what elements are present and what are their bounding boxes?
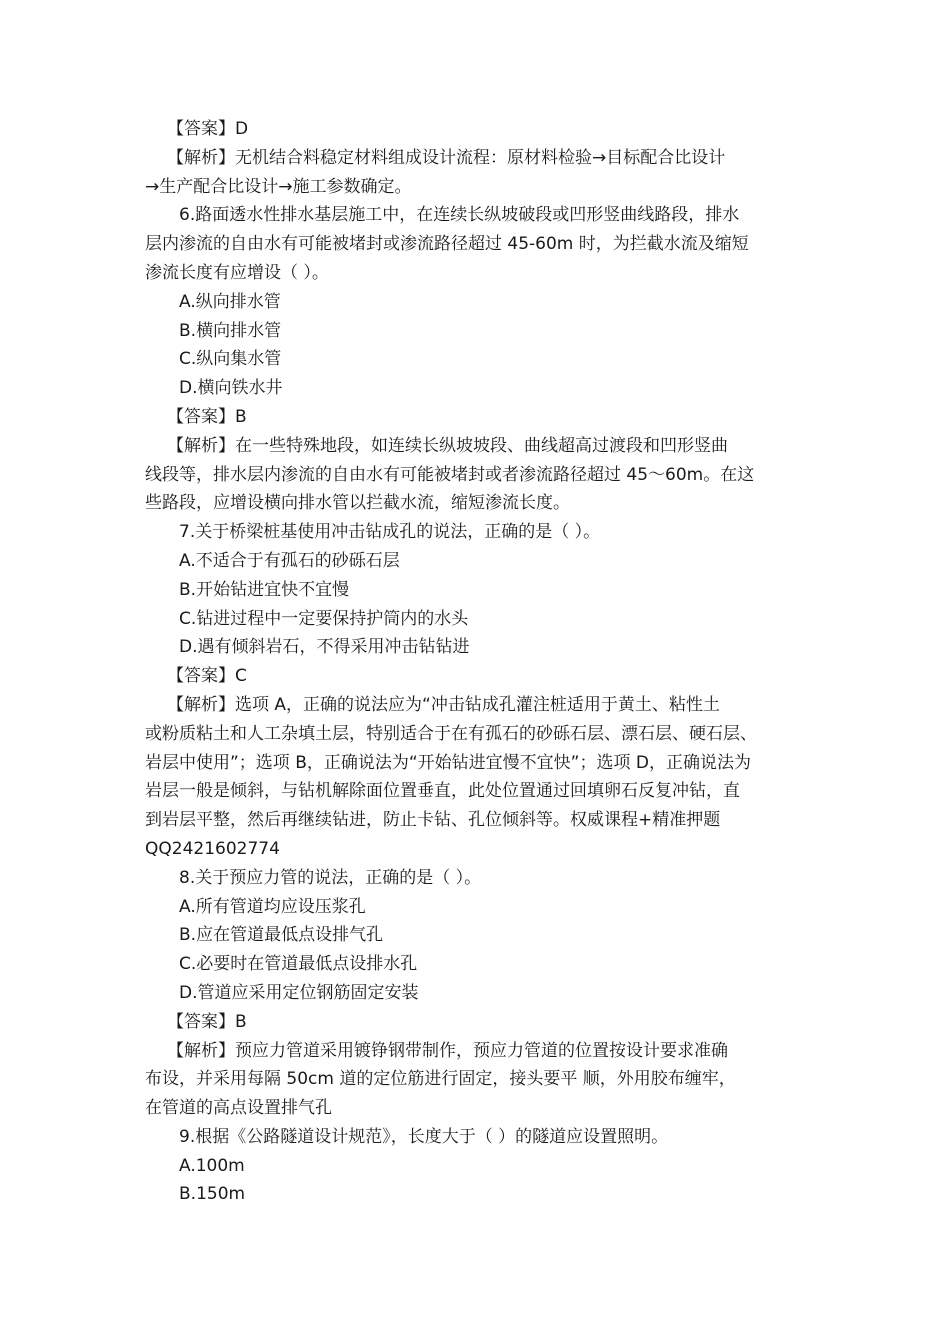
option-c: C.钻进过程中一定要保持护筒内的水头: [179, 608, 469, 629]
option-a: A.所有管道均应设压浆孔: [179, 896, 366, 917]
analysis-line: 【解析】无机结合料稳定材料组成设计流程：原材料检验→目标配合比设计: [167, 147, 726, 168]
analysis-line-cont: 岩层一般是倾斜，与钻机解除面位置垂直，此处位置通过回填卵石反复冲钻，直: [145, 781, 740, 802]
document-body: [145, 115, 810, 1209]
analysis-line-cont: 些路段，应增设横向排水管以拦截水流，缩短渗流长度。: [145, 493, 570, 514]
analysis-line-cont: 岩层中使用”；选项 B，正确说法为“开始钻进宜慢不宜快”；选项 D，正确说法为: [145, 752, 751, 773]
answer-line: 【答案】D: [167, 119, 249, 139]
question-8-stem: 8.关于预应力管的说法，正确的是（ ）。: [179, 867, 482, 888]
option-a: A.不适合于有孤石的砂砾石层: [179, 550, 400, 571]
option-d: D.遇有倾斜岩石，不得采用冲击钻钻进: [179, 637, 470, 658]
option-b: B.横向排水管: [179, 320, 282, 341]
analysis-line-cont: 或粉质粘土和人工杂填土层，特别适合于在有孤石的砂砾石层、漂石层、硬石层、: [145, 723, 757, 744]
analysis-line-cont: 在管道的高点设置排气孔: [145, 1098, 332, 1119]
analysis-line-cont: 线段等，排水层内渗流的自由水有可能被堵封或者渗流路径超过 45～60m。在这: [145, 464, 755, 485]
question-6-stem-cont: 渗流长度有应增设（ ）。: [145, 262, 329, 283]
question-7-stem: 7.关于桥梁桩基使用冲击钻成孔的说法，正确的是（ ）。: [179, 522, 601, 543]
answer-line: 【答案】B: [167, 1011, 247, 1032]
question-6-stem-cont: 层内渗流的自由水有可能被堵封或渗流路径超过 45-60m 时，为拦截水流及缩短: [145, 234, 749, 255]
option-c: C.纵向集水管: [179, 349, 282, 370]
analysis-line-cont: 到岩层平整，然后再继续钻进，防止卡钻、孔位倾斜等。权威课程+精准押题: [145, 810, 721, 831]
analysis-line-cont: 布设，并采用每隔 50cm 道的定位筋进行固定，接头要平 顺，外用胶布缠牢，: [145, 1069, 736, 1090]
answer-line: 【答案】B: [167, 406, 247, 427]
option-b: B.开始钻进宜快不宜慢: [179, 579, 350, 600]
option-d: D.管道应采用定位钢筋固定安装: [179, 982, 419, 1003]
option-b: B.150m: [179, 1184, 246, 1205]
answer-line: 【答案】C: [167, 666, 247, 687]
option-c: C.必要时在管道最低点设排水孔: [179, 954, 418, 975]
analysis-line: 【解析】在一些特殊地段，如连续长纵坡坡段、曲线超高过渡段和凹形竖曲: [167, 435, 728, 456]
analysis-line-cont: QQ2421602774: [145, 838, 280, 859]
option-d: D.横向铁水井: [179, 378, 283, 399]
analysis-line: 【解析】预应力管道采用镀铮钢带制作，预应力管道的位置按设计要求准确: [167, 1040, 728, 1061]
question-6-stem: 6.路面透水性排水基层施工中，在连续长纵坡破段或凹形竖曲线路段，排水: [179, 205, 740, 226]
analysis-line: 【解析】选项 A，正确的说法应为“冲击钻成孔灌注桩适用于黄土、粘性土: [167, 694, 720, 715]
question-9-stem: 9.根据《公路隧道设计规范》，长度大于（ ）的隧道应设置照明。: [179, 1126, 669, 1147]
option-a: A.纵向排水管: [179, 291, 281, 312]
option-b: B.应在管道最低点设排气孔: [179, 925, 384, 946]
option-a: A.100m: [179, 1155, 245, 1176]
analysis-line-cont: →生产配合比设计→施工参数确定。: [145, 176, 412, 197]
